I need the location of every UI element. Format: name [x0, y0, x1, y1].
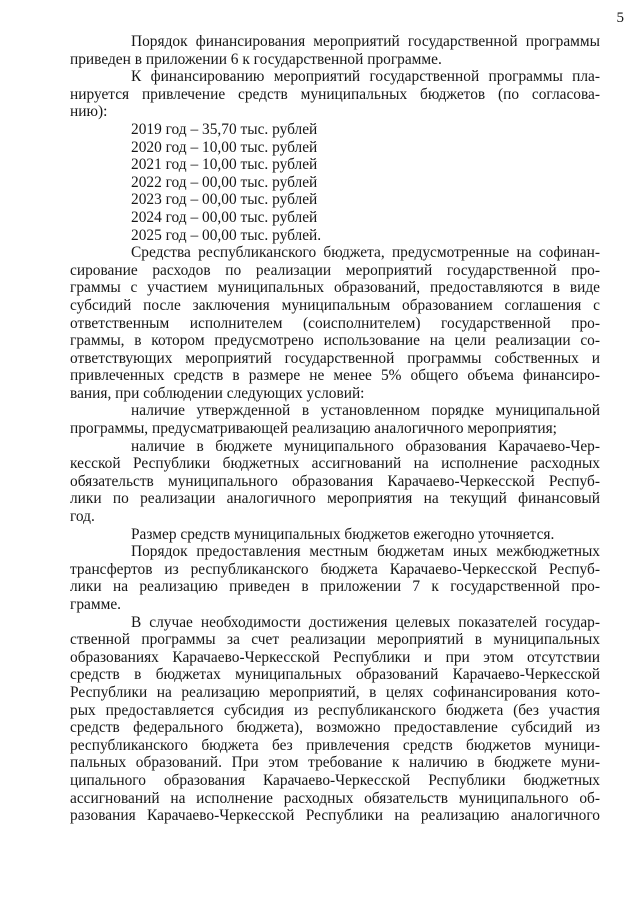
paragraph-8: [70, 543, 600, 613]
text-line: программы, предусматривающей реализацию аналогичного мероприятия;: [70, 420, 557, 438]
year-line: 2024 год – 00,00 тыс. рублей: [131, 208, 318, 226]
paragraph-1: [70, 33, 600, 68]
text-line: Средства республиканского бюджета, предусмотренные на софинан-: [131, 244, 600, 262]
text-line: кесской Республики бюджетных ассигнований на исполнение расходных: [70, 455, 600, 473]
year-line: 2021 год – 10,00 тыс. рублей: [131, 156, 318, 174]
text-line: граммы, в котором предусмотрено использование на цели реализации со-: [70, 332, 600, 350]
paragraph-2: [70, 68, 600, 121]
text-line: лики на реализацию приведен в приложении 7 к государственной про-: [70, 578, 600, 596]
text-line: Порядок предоставления местным бюджетам иных межбюджетных: [131, 543, 600, 561]
text-line: Размер средств муниципальных бюджетов ежегодно уточняется.: [131, 525, 555, 543]
text-line: нируется привлечение средств муниципальных бюджетов (по согласова-: [70, 85, 600, 103]
text-line: ципального образования Карачаево-Черкесской Республики бюджетных: [70, 771, 600, 789]
document-content: [70, 33, 600, 825]
year-line: 2022 год – 00,00 тыс. рублей: [131, 173, 318, 191]
text-line: наличие в бюджете муниципального образования Карачаево-Чер-: [131, 437, 600, 455]
text-line: пальных образований. При этом требование к наличию в бюджете муни-: [70, 754, 600, 772]
page-number: 5: [616, 10, 624, 26]
text-line: сирование расходов по реализации мероприятий государственной про-: [70, 261, 600, 279]
text-line: привлеченных средств в размере не менее 5% общего объема финансиро-: [70, 367, 600, 385]
year-line: 2020 год – 10,00 тыс. рублей: [131, 138, 318, 156]
text-line: В случае необходимости достижения целевых показателей государ-: [131, 613, 600, 631]
year-line: 2023 год – 00,00 тыс. рублей: [131, 191, 318, 209]
text-line: ответственным исполнителем (соисполнителем) государственной про-: [70, 314, 600, 332]
text-line: средств федерального бюджета), возможно предоставление субсидий из: [70, 719, 600, 737]
text-line: нию):: [70, 103, 108, 121]
text-line: ответствующих мероприятий государственной программы собственных и: [70, 349, 600, 367]
text-line: субсидий после заключения муниципальным образованием соглашения с: [70, 296, 600, 314]
text-line: год.: [70, 508, 95, 526]
year-list: [70, 121, 600, 244]
text-line: граммы с участием муниципальных образований, предоставляются в виде: [70, 279, 600, 297]
text-line: грамме.: [70, 596, 121, 613]
text-line: К финансированию мероприятий государственной программы пла-: [131, 68, 600, 86]
text-line: республиканского бюджета без привлечения средств бюджетов муници-: [70, 736, 600, 754]
text-line: приведен в приложении 6 к государственной программе.: [70, 50, 442, 68]
text-line: вания, при соблюдении следующих условий:: [70, 384, 365, 402]
text-line: наличие утвержденной в установленном порядке муниципальной: [131, 402, 600, 420]
paragraph-4: [70, 244, 600, 402]
year-line: 2019 год – 35,70 тыс. рублей: [131, 120, 318, 138]
year-line: 2025 год – 00,00 тыс. рублей.: [131, 226, 322, 244]
text-line: рых предоставляется субсидия из республиканского бюджета (без участия: [70, 701, 600, 719]
text-line: лики по реализации аналогичного мероприятия на текущий финансовый: [70, 490, 600, 508]
text-line: средств в бюджетах муниципальных образований Карачаево-Черкесской: [70, 666, 600, 684]
text-line: трансфертов из республиканского бюджета Карачаево-Черкесской Респуб-: [70, 560, 600, 578]
paragraph-6: [70, 438, 600, 526]
text-line: Республики на реализацию мероприятий, в целях софинансирования кото-: [70, 683, 600, 701]
text-line: обязательств муниципального образования Карачаево-Черкесской Респуб-: [70, 472, 600, 490]
text-line: разования Карачаево-Черкесской Республики на реализацию аналогичного: [70, 807, 600, 825]
text-line: образованиях Карачаево-Черкесской Республики и при этом отсутствии: [70, 648, 600, 666]
text-line: Порядок финансирования мероприятий государственной программы: [131, 33, 600, 50]
paragraph-9: [70, 614, 600, 825]
paragraph-7: [70, 526, 600, 544]
text-line: ассигнований на исполнение расходных обязательств муниципального об-: [70, 789, 600, 807]
text-line: ственной программы за счет реализации мероприятий в муниципальных: [70, 631, 600, 649]
paragraph-5: [70, 402, 600, 437]
